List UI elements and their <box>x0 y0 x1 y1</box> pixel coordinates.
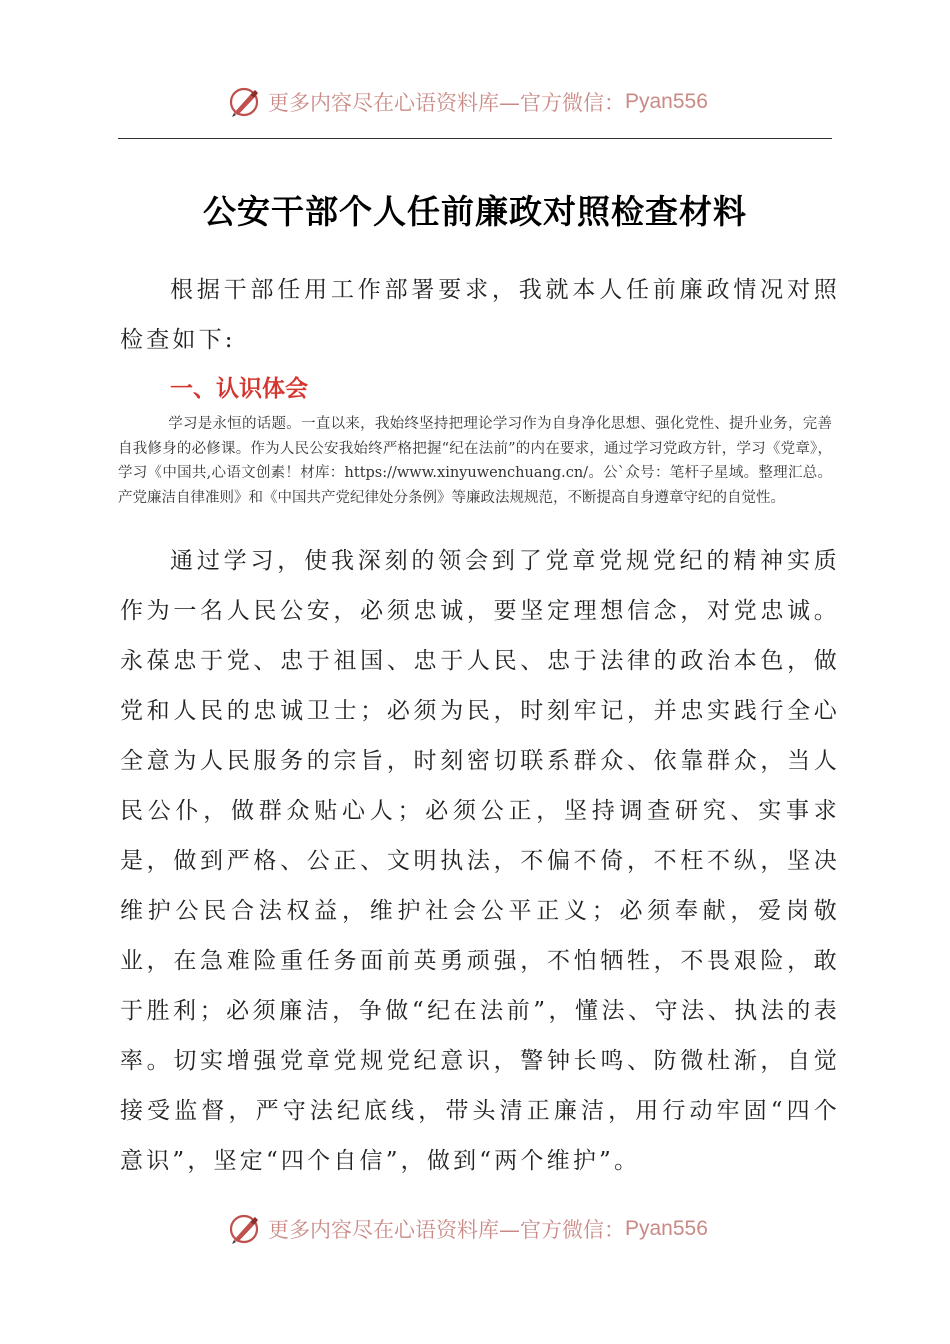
banner-text: 更多内容尽在心语资料库—官方微信： <box>268 1218 625 1242</box>
banner-wechat-id: Pyan556 <box>625 90 708 113</box>
body-paragraph: 通过学习，使我深刻的领会到了党章党规党纪的精神实质作为一名人民公安，必须忠诚，要坚定理想信念，对党忠诚。永葆忠于党、忠于祖国、忠于人民、忠于法律的政治本色，做党和人民的忠诚卫士；必须为民，时刻牢记，并忠实践行全心全意为人民服务的宗旨，时刻密切联系群众、依靠群众，当人民公仆，做群众贴心人；必须公正，坚持调查研究、实事求是，做到严格、公正、文明执法，不偏不倚，不枉不纵，坚决维护公民合法权益，维护社会公平正义；必须奉献，爱岗敬业，在急难险重任务面前英勇顽强，不怕牺牲，不畏艰险，敢于胜利；必须廉洁，争做“纪在法前”，懂法、守法、执法的表率。切实增强党章党规党纪意识，警钟长鸣、防微杜渐，自觉接受监督，严守法纪底线，带头清正廉洁，用行动牢固“四个意识”，坚定“四个自信”，做到“两个维护”。 <box>120 548 840 1174</box>
pen-logo-icon <box>228 85 262 119</box>
section-heading: 一、认识体会 <box>170 376 308 402</box>
footer-watermark-banner <box>0 1207 950 1251</box>
small-paragraph-text: 学习是永恒的话题。一直以来，我始终坚持把理论学习作为自身净化思想、强化党性、提升业务，完善自我修身的必修课。作为人民公安我始终严格把握“纪在法前”的内在要求，通过学习党政方针，学习《党章》，学习《中国共,心语文创素！材库：https://www.xinyuwenchuang.cn/。公`众号：笔杆子星域。整理汇总。产党廉洁自律准则》和《中国共产党纪律处分条例》等廉政法规规范，不断提高自身遵章守纪的自觉性。 <box>118 416 832 506</box>
header-watermark-banner <box>0 80 950 124</box>
pen-logo-icon <box>228 1212 262 1246</box>
intro-paragraph: 根据干部任用工作部署要求，我就本人任前廉政情况对照检查如下: <box>120 277 840 353</box>
banner-text: 更多内容尽在心语资料库—官方微信： <box>268 91 625 115</box>
small-paragraph <box>118 412 832 510</box>
banner-wechat-id: Pyan556 <box>625 1217 708 1240</box>
document-title: 公安干部个人任前廉政对照检查材料 <box>203 192 747 231</box>
header-divider <box>118 138 832 139</box>
